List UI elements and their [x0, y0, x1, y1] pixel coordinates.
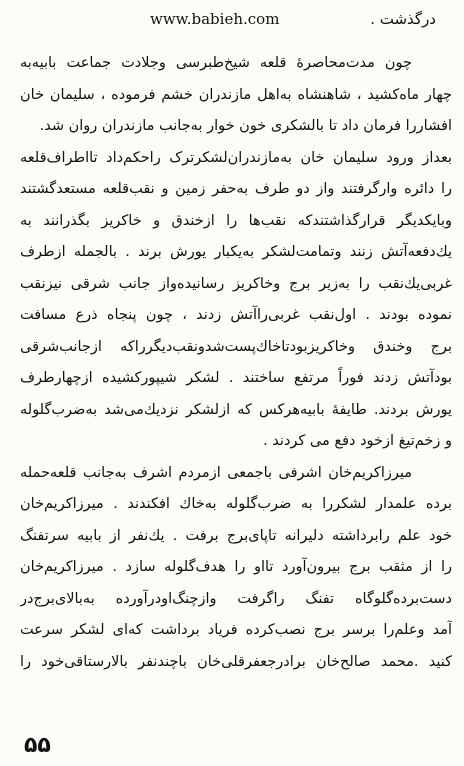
text-line: و زخم‌تیغ ازخود دفع می کردند .: [263, 433, 452, 449]
text-line: افشاررا فرمان داد تا بالشکری خون خوار به‌جانب مازندران روان شد.: [39, 118, 452, 134]
text-line: وبایکدیگر قرارگذاشتندکه نقب‌ها را ازخندق و خاکریز بگذرانند به‌: [20, 212, 452, 229]
text-line: چون مدت‌محاصرهٔ قلعه شیخ‌طبرسی وجلادت جماعت بابیه‌به‌: [20, 55, 412, 71]
text-line: بعداز ورود سلیمان خان به‌مازندران‌لشکرترک راحکم‌داد تااطراف‌قلعه‌: [20, 149, 452, 166]
body-text: [20, 48, 452, 678]
running-title: درگذشت .: [370, 10, 436, 28]
text-line: چهار ماه‌کشید ، شاهنشاه به‌اهل مازندران خشم فرموده ، سلیمان خان: [20, 86, 452, 103]
text-line: میرزاکریم‌خان اشرفی باجمعی ازمردم اشرف به‌جانب قلعه‌حمله: [20, 464, 412, 481]
text-line: خود علم رابرداشته دلیرانه تاپای‌برج برفت . یك‌نفر از بابیه سرتفنگ: [20, 527, 452, 544]
text-line: برج وخندق وخاکریزبودتاخاك‌پست‌شدو‌نقب‌دیگرراکه ازجانب‌شرقی: [20, 338, 452, 355]
page-number: ۵۵: [24, 733, 51, 758]
text-line: یورش بردند. طایفهٔ بابیه‌هرکس که ازلشکر نزدیك‌می‌شد به‌ضرب‌گلوله: [20, 401, 452, 418]
text-line: نموده بودند . اول‌نقب غربی‌راآتش زدند ، چون پنجاه ذرع مسافت: [20, 307, 452, 323]
page-header: [0, 0, 464, 48]
text-line: برده علمدار لشکررا به ضرب‌گلوله به‌خاك افکندند . میرزاکریم‌خان: [20, 496, 452, 512]
text-line: دست‌برده‌گلوگاه تفنگ راگرفت وازچنگ‌اودرآورده به‌بالای‌برج‌در‌: [20, 590, 452, 607]
text-line: یك‌دفعه‌آتش زنند وتمامت‌لشکر به‌یکبار یورش برند . بالجمله ازطرف: [20, 244, 452, 260]
text-line: را از مثقب برج بیرون‌آورد تااو را هدف‌گلوله سازد . میرزاکریم‌خان: [20, 559, 452, 575]
website-url: www.babieh.com: [150, 10, 280, 28]
text-line: بودآتش زدند فوراً مرتفع ساختند . لشکر شیپورکشیده ازچهارطرف: [20, 370, 452, 386]
text-line: آمد وعلم‌را برسر برج نصب‌کرده فریاد برداشت که‌ای لشکر سرعت: [20, 622, 452, 638]
text-line: غربی‌یك‌نقب را به‌زیر برج وخاکریز رسانیده‌واز جانب شرقی نیزنقب: [20, 275, 452, 292]
text-line: کنید .محمد صالح‌خان برادرجعفرقلی‌خان باچندنفر بالارستاقی‌خود را: [20, 653, 452, 670]
text-line: را دائره وارگرفتند واز دو طرف به‌حفر زمین و نقب‌قلعه مستعدگشتند: [20, 181, 452, 197]
